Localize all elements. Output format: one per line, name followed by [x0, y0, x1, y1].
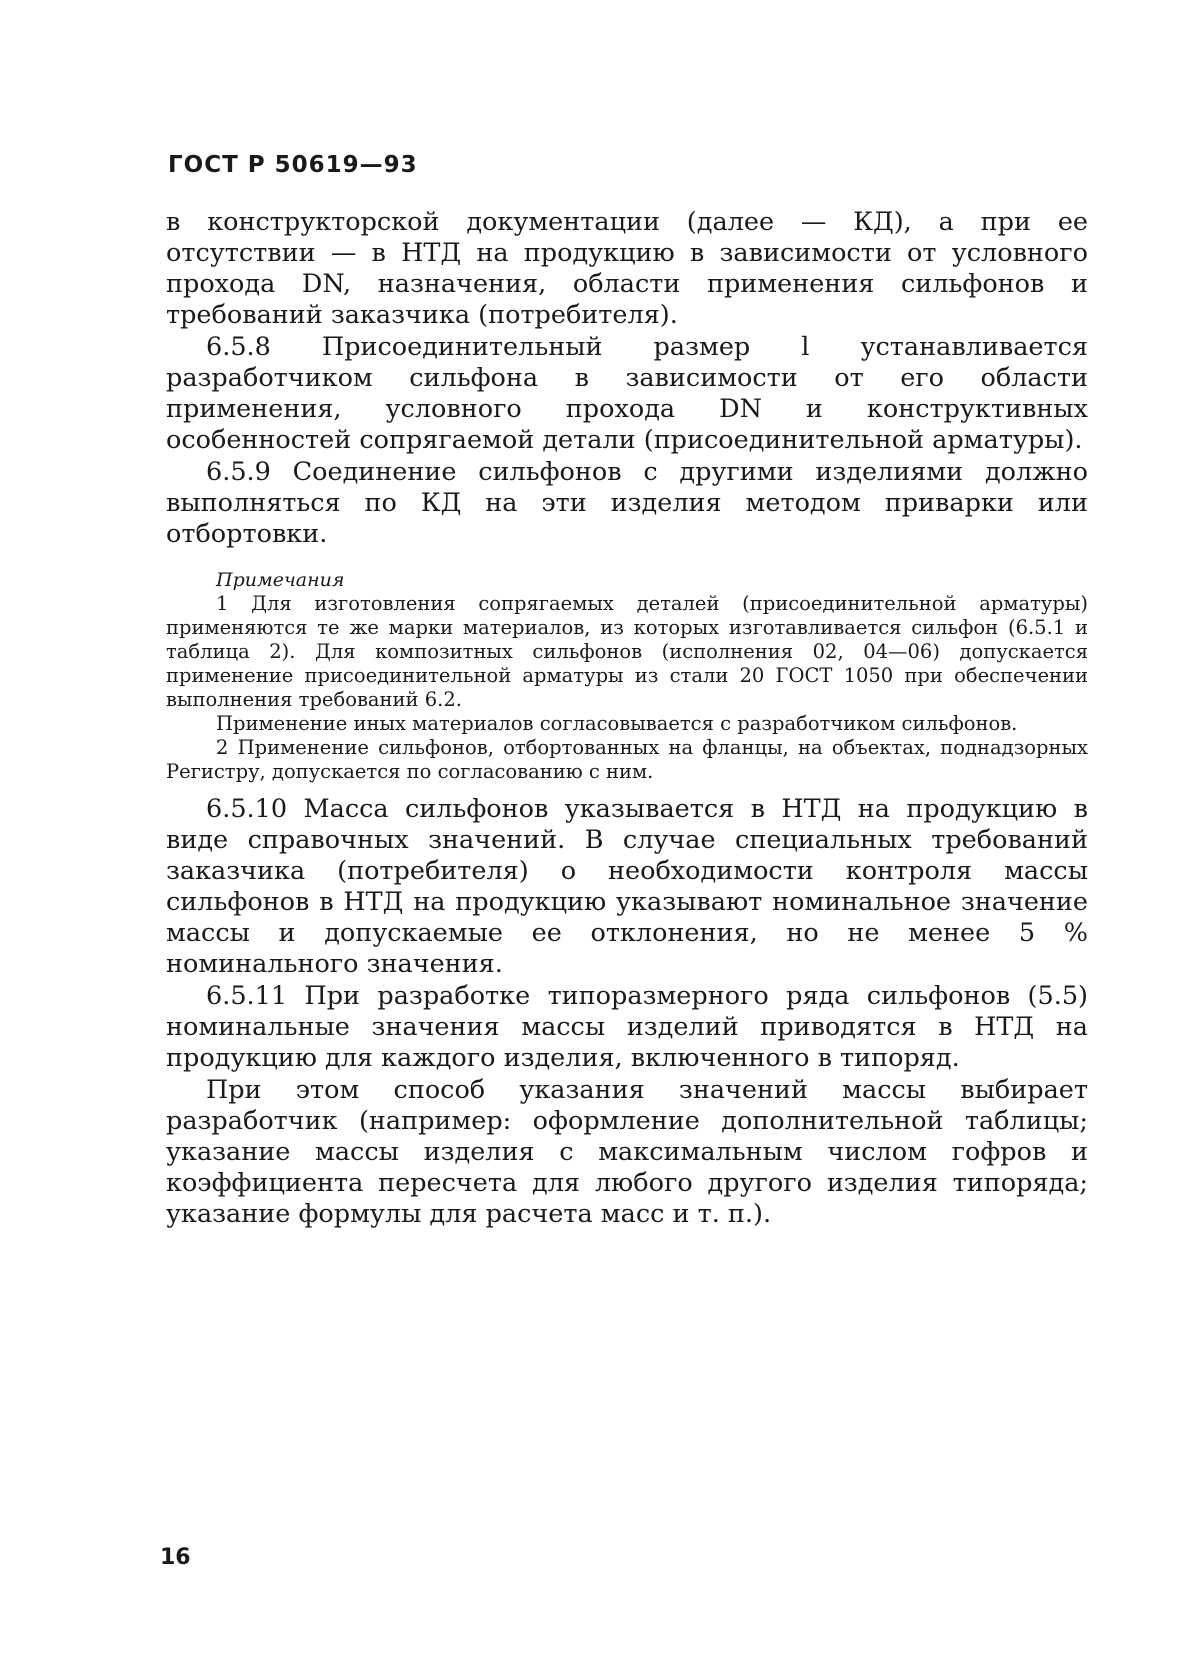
paragraph-6-5-10: 6.5.10 Масса сильфонов указывается в НТД на продукцию в виде справочных значений. В случае специальных требований заказчика (потребителя) о необходимости контроля массы сильфонов в НТД на продукцию указывают номинальное значение массы и допускаемые ее отклонения, но не менее 5 % номинального значения.: [166, 794, 1088, 979]
notes-title: Примечания: [216, 569, 345, 591]
note-1-continuation: Применение иных материалов согласовывается с разработчиком сильфонов.: [216, 712, 1018, 735]
paragraph-6-5-8: 6.5.8 Присоединительный размер l устанавливается разработчиком сильфона в зависимости от его области применения, условного прохода DN и конструктивных особенностей сопрягаемой детали (присоединительной арматуры).: [166, 332, 1088, 455]
paragraph-6-5-11: 6.5.11 При разработке типоразмерного ряда сильфонов (5.5) номинальные значения массы изделий приводятся в НТД на продукцию для каждого изделия, включенного в типоряд.: [166, 981, 1088, 1073]
page-body: [166, 207, 1088, 1231]
notes-block: [166, 568, 1088, 784]
page-number: 16: [160, 1545, 191, 1570]
paragraph-continuation: в конструкторской документации (далее — КД), а при ее отсутствии — в НТД на продукцию в зависимости от условного прохода DN, назначения, области применения сильфонов и требований заказчика (потребителя).: [166, 207, 1088, 330]
note-1: 1 Для изготовления сопрягаемых деталей (присоединительной арматуры) применяются те же марки материалов, из которых изготавливается сильфон (6.5.1 и таблица 2). Для композитных сильфонов (исполнения 02, 04—06) допускается применение присоединительной арматуры из стали 20 ГОСТ 1050 при обеспечении выполнения требований 6.2.: [166, 592, 1088, 711]
paragraph-6-5-9: 6.5.9 Соединение сильфонов с другими изделиями должно выполняться по КД на эти изделия методом приварки или отбортовки.: [166, 457, 1088, 549]
document-header: ГОСТ Р 50619—93: [168, 152, 418, 178]
note-2: 2 Применение сильфонов, отбортованных на фланцы, на объектах, поднадзорных Регистру, допускается по согласованию с ним.: [166, 736, 1088, 783]
paragraph-mass-method: При этом способ указания значений массы выбирает разработчик (например: оформление дополнительной таблицы; указание массы изделия с максимальным числом гофров и коэффициента пересчета для любого другого изделия типоряда; указание формулы для расчета масс и т. п.).: [166, 1075, 1088, 1229]
